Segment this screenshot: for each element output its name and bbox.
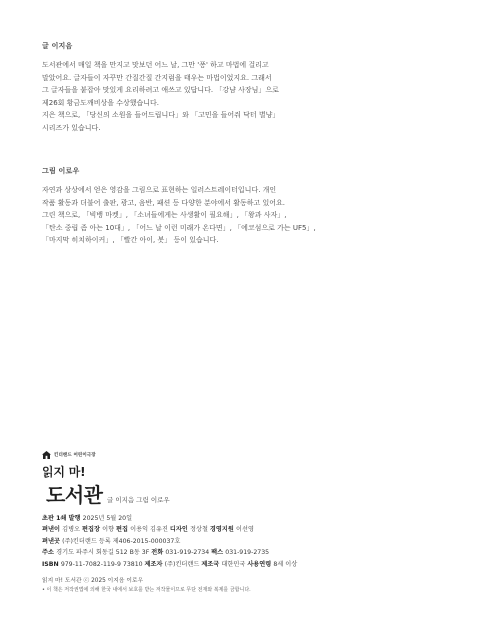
colophon-label: ISBN bbox=[42, 560, 61, 568]
author-bio bbox=[42, 41, 462, 134]
colophon-value: 경기도 파주시 회동길 512 B동 3F bbox=[56, 549, 152, 557]
colophon-label: 팩스 bbox=[211, 549, 226, 557]
colophon-label: 전화 bbox=[151, 549, 166, 557]
colophon-value: 2025년 5월 20일 bbox=[82, 515, 133, 522]
logo-line1: 읽지 마! bbox=[42, 465, 86, 479]
colophon-value: 이용익 김유진 bbox=[130, 526, 170, 534]
colophon-label: 초판 1쇄 발행 bbox=[42, 515, 83, 522]
illustrator-line: 자연과 상상에서 얻은 영감을 그림으로 표현하는 일러스트레이터입니다. 개인 bbox=[42, 186, 277, 194]
logo-credit: 글 이지음 그림 이로우 bbox=[107, 496, 170, 504]
house-icon bbox=[42, 451, 51, 459]
author-line: 지은 책으로, 「당신의 소원을 들어드립니다」와 「고민을 들어줘 닥터 별냥」 bbox=[42, 111, 280, 119]
colophon-row bbox=[42, 536, 472, 547]
illustrator-line: 작품 활동과 더불어 출판, 광고, 음반, 패션 등 다양한 분야에서 활동하고 있어요. bbox=[42, 198, 285, 207]
colophon-row bbox=[42, 513, 472, 524]
illustrator-line: 그린 책으로, 「빅뱅 마켓」, 「소녀들에게는 사생활이 필요해」, 「왕과 사자」, bbox=[42, 211, 287, 219]
colophon-value: 031-919-2734 bbox=[165, 549, 212, 557]
colophon-value: 031-919-2735 bbox=[225, 549, 270, 557]
colophon-value: 대한민국 bbox=[221, 560, 248, 568]
colophon-label: 주소 bbox=[42, 549, 57, 557]
colophon-label: 제조국 bbox=[201, 560, 222, 568]
copyright-note: • 이 책은 저작권법에 의해 한국 내에서 보호를 받는 저작물이므로 무단 전재와 복제를 금합니다. bbox=[42, 587, 251, 594]
colophon-row bbox=[42, 559, 472, 570]
publisher-mark bbox=[42, 451, 96, 459]
illustrator-heading: 그림 이로우 bbox=[42, 167, 80, 175]
author-line: 도서관에서 매일 책을 만지고 맛보던 어느 날, 그만 '퐁' 하고 마법에 걸리고 bbox=[42, 61, 269, 69]
colophon-label: 펴낸곳 bbox=[42, 537, 63, 545]
colophon-value: (주)킨더랜드 bbox=[164, 560, 202, 568]
author-line: 제26회 황금도깨비상을 수상했습니다. bbox=[42, 98, 160, 107]
colophon-value: 김병오 bbox=[62, 526, 82, 534]
colophon-label: 펴낸이 bbox=[42, 526, 63, 534]
logo-line2: 도서관 bbox=[46, 483, 103, 507]
colophon-value: (주)킨더랜드 등록 제406-2015-000037호 bbox=[62, 537, 181, 545]
illustrator-line: 「탄소 중립 좀 아는 10대」, 「어느 날 이런 미래가 온다면」, 「에코섬으로 가는 UF5」, bbox=[42, 223, 316, 232]
colophon-label: 제조자 bbox=[144, 560, 165, 568]
colophon-value: 이선영 bbox=[235, 526, 254, 534]
author-heading: 글 이지음 bbox=[42, 42, 73, 50]
colophon-label: 사용연령 bbox=[247, 560, 274, 568]
illustrator-line: 「마지막 히치하이커」, 「빨간 아이, 봇」 등이 있습니다. bbox=[42, 236, 219, 244]
colophon-label: 편집장 bbox=[82, 526, 103, 534]
colophon-value: 정상철 bbox=[190, 526, 210, 534]
colophon-value: 8세 이상 bbox=[273, 560, 298, 568]
colophon-value: 979-11-7082-119-9 73810 bbox=[60, 560, 145, 568]
colophon-row bbox=[42, 524, 472, 535]
publisher-name: 킨더랜드 어린이극장 bbox=[54, 453, 96, 458]
colophon bbox=[42, 513, 472, 594]
illustrator-text bbox=[42, 184, 462, 247]
copyright-line: 읽지 마! 도서관 ⓒ 2025 이지음 이로우 bbox=[42, 578, 144, 585]
illustrator-bio bbox=[42, 166, 462, 247]
author-line: 그 글자들을 붙잡아 맛있게 요리하려고 애쓰고 있답니다. 「강냠 사장님」으로 bbox=[42, 86, 279, 94]
colophon-rows bbox=[42, 513, 472, 570]
colophon-row bbox=[42, 547, 472, 558]
colophon-label: 편집 bbox=[116, 526, 131, 534]
author-line: 시리즈가 있습니다. bbox=[42, 123, 101, 132]
author-line: 말았어요. 글자들이 자꾸만 간질간질 간지럼을 태우는 마법이었지요. 그래서 bbox=[42, 73, 272, 82]
colophon-label: 경영지원 bbox=[209, 526, 236, 534]
colophon-value: 이향 bbox=[102, 526, 117, 534]
author-text bbox=[42, 59, 462, 134]
colophon-label: 디자인 bbox=[169, 526, 191, 534]
